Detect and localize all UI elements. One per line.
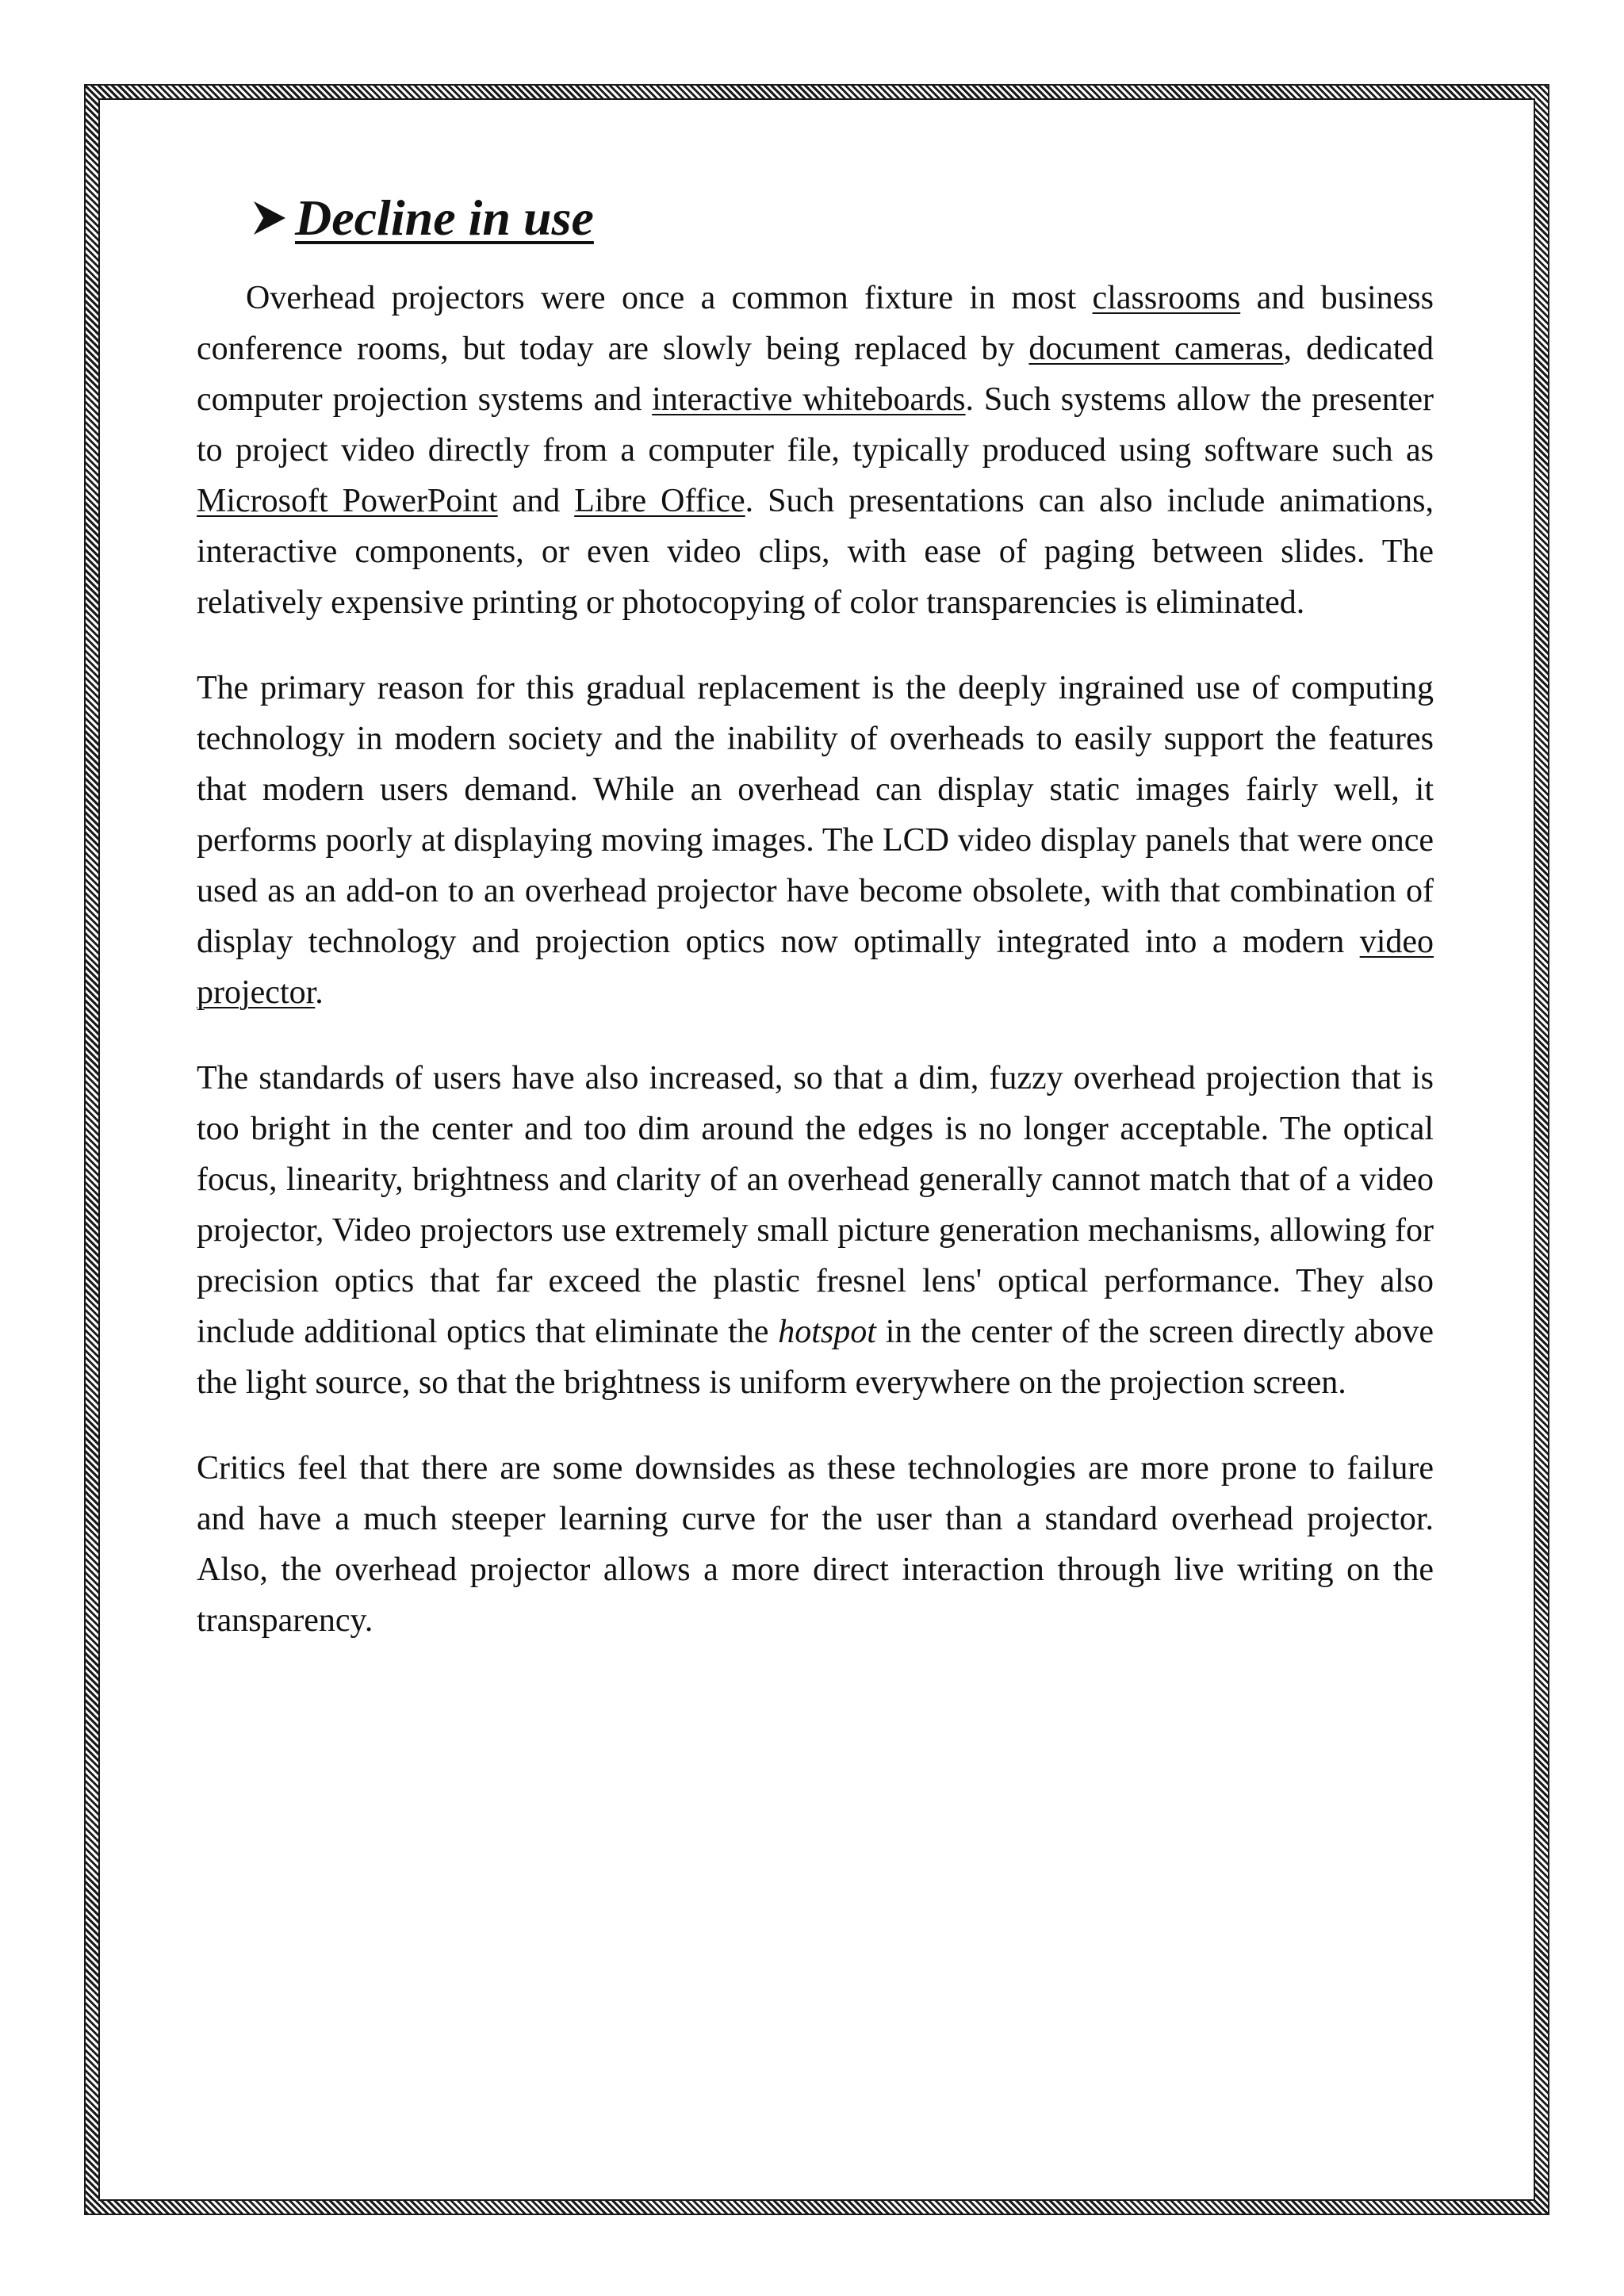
text-run: and — [497, 483, 575, 520]
section-title: Decline in use — [295, 189, 594, 246]
microsoft-powerpoint-link[interactable]: Microsoft PowerPoint — [197, 483, 498, 520]
video-projector-link[interactable]: video projector — [197, 924, 1434, 1012]
text-run: and business conference rooms, but today are slowly being replaced by — [197, 280, 1434, 368]
paragraph-critics: Critics feel that there are some downsides as these technologies are more prone to failure and have a much steeper learning curve for the user than a standard overhead projector. Also, the overhead projector allows a more direct interaction through live writing on the transparency. — [197, 1450, 1434, 1640]
text-run: Overhead projectors were once a common fixture in most — [246, 280, 1093, 317]
document-cameras-link[interactable]: document cameras — [1028, 331, 1284, 368]
text-run: The standards of users have also increased, so that a dim, fuzzy overhead projection that is too bright in the center and too dim around the edges is no longer acceptable. The optical focus, linearity, brightness and clarity of an overhead generally cannot match that of a video projector, Video projectors use extremely small picture generation mechanisms, allowing for precision optics that far exceed the plastic fresnel lens' optical performance. They also include additional optics that eliminate the — [197, 1060, 1434, 1351]
text-run: . — [315, 974, 324, 1012]
text-run: in the center of the screen directly above the light source, so that the brightness is uniform everywhere on the projection screen. — [197, 1314, 1434, 1402]
paragraph-replacement-reason — [197, 663, 1434, 1018]
section-heading — [252, 190, 1434, 246]
libre-office-link[interactable]: Libre Office — [574, 483, 745, 520]
paragraph-user-standards — [197, 1053, 1434, 1408]
text-run: , dedicated computer projection systems and — [197, 331, 1434, 419]
interactive-whiteboards-link[interactable]: interactive whiteboards — [652, 381, 966, 419]
arrowhead-bullet-icon — [252, 198, 287, 238]
text-run: The primary reason for this gradual replacement is the deeply ingrained use of computing technology in modern society and the inability of overheads to easily support the features that modern users demand. While an overhead can display static images fairly well, it performs poorly at displaying moving images. The LCD video display panels that were once used as an add-on to an overhead projector have become obsolete, with that combination of display technology and projection optics now optimally integrated into a modern — [197, 670, 1434, 961]
classrooms-link[interactable]: classrooms — [1092, 280, 1241, 317]
text-run: . Such systems allow the presenter to project video directly from a computer file, typically produced using software such as — [197, 381, 1434, 469]
hotspot-term: hotspot — [778, 1314, 876, 1351]
document-body — [197, 190, 1434, 1681]
paragraph-intro — [197, 273, 1434, 628]
text-run: . Such presentations can also include animations, interactive components, or even video clips, with ease of paging between slides. The relatively expensive printing or photocopying of color transparencies is eliminated. — [197, 483, 1434, 622]
